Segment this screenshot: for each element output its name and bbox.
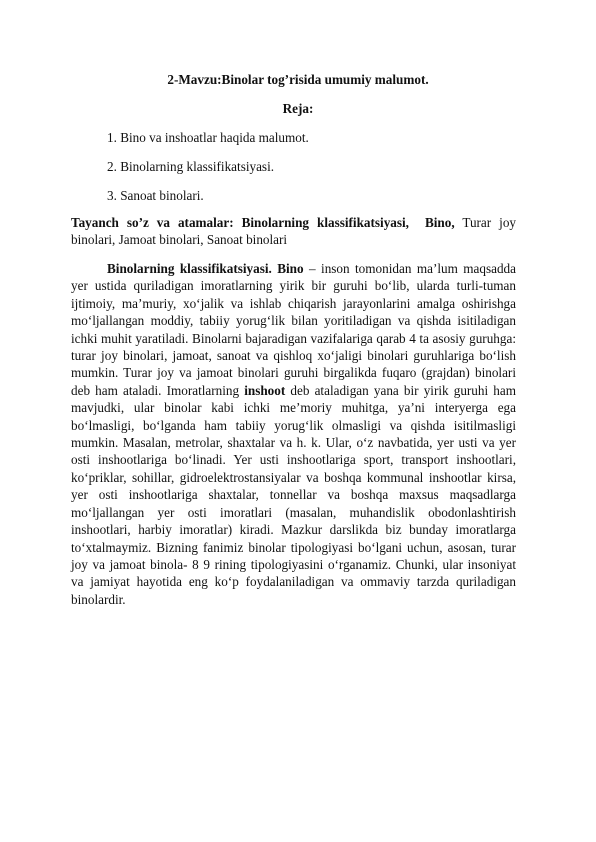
keywords-paragraph (71, 214, 516, 249)
keywords-bold-word: Bino, (424, 215, 455, 230)
paragraph-inshoot-term: inshoot (244, 382, 286, 398)
plan-heading: Reja: (282, 101, 314, 116)
paragraph-text-1: – inson tomonidan ma’lum maqsadda yer ustida quriladigan imoratlarning yirik bir guruhi bo‘lib, ularda turli-tuman ijtimoiy, ma’muriy, xo‘jalik va ishlab chiqarish jarayonlarini amalga oshirishga mo‘ljallangan moddiy, tabiiy yorug‘lik bilan yoritiladigan va qishda isitiladigan ichki muhit yaratiladi. Binolarni bajaradigan vazifalariga qarab 4 ta asosiy guruhga: turar joy binolari, jamoat, sanoat va qishloq xo‘jaligi binolari guruhlariga bo‘lish mumkin. Turar joy va jamoat binolari guruhi birgalikda fuqaro (grajdan) binolari deb ham ataladi. Imoratlarning (71, 261, 516, 398)
plan-item-2: 2. Binolarning klassifikatsiyasi. (107, 159, 275, 174)
main-paragraph (71, 260, 516, 608)
plan-item-3: 3. Sanoat binolari. (107, 188, 204, 203)
paragraph-text-2: deb ataladigan yana bir yirik guruhi ham mavjudki, ular binolar kabi ichki me’moriy muhitga, ya’ni interyerga ega bo‘lmasligi, bo‘lganda ham tabiiy yorug‘lik olmasligi va qishda isitilmasligi mumkin. Masalan, metrolar, shaxtalar va h. k. Ular, o‘z navbatida, yer usti va yer osti inshootlariga bo‘linadi. Yer usti inshootlariga sport, transport inshootlari, ko‘priklar, sohillar, gidroelektrostansiyalar va boshqa kommunal inshootlar kirsa, yer osti inshootlariga shaxtalar, tonnellar va boshqa maxsus maqsadlarga mo‘ljallangan yer osti imoratlari (masalan, muhandislik obodonlashtirish inshootlari, harbiy imoratlar) kiradi. Mazkur darslikda biz bunday imoratlarga to‘xtalmaymiz. Bizning fanimiz binolar tipologiyasi bo‘lgani uchun, asosan, turar joy va jamoat binola- 8 9 rining tipologiyasini o‘rganamiz. Chunki, ular insoniyat va jamiyat hayotida eng ko‘p foydalaniladigan va ommaviy tarzda quriladigan binolardir. (71, 382, 516, 607)
plan-item-1: 1. Bino va inshoatlar haqida malumot. (107, 130, 309, 145)
page-title: 2-Mavzu:Binolar tog’risida umumiy malumot. (167, 72, 429, 87)
paragraph-lead: Binolarning klassifikatsiyasi. Bino (107, 261, 304, 276)
keywords-list: Turar joy binolari, Jamoat binolari, Sanoat binolari (71, 215, 517, 248)
keywords-label: Tayanch so’z va atamalar: Binolarning klassifikatsiyasi, (71, 215, 409, 230)
